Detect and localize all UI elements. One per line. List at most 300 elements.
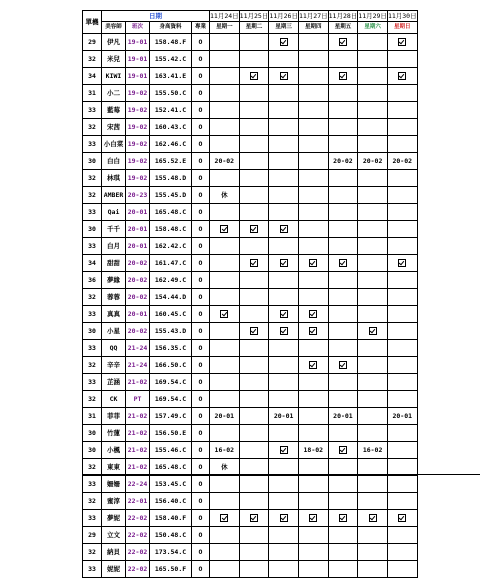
height-data: 165.48.C xyxy=(150,204,192,221)
day-cell xyxy=(298,238,328,255)
day-cell xyxy=(269,459,299,476)
checkbox-icon xyxy=(280,327,288,335)
day-cell xyxy=(387,85,417,102)
day-cell xyxy=(328,340,358,357)
pro-flag: O xyxy=(192,561,210,578)
seat-number: 33 xyxy=(83,476,102,493)
day-cell xyxy=(358,187,388,204)
table-row xyxy=(83,476,418,493)
day-cell xyxy=(239,510,269,527)
checkbox-icon xyxy=(339,72,347,80)
checkbox-icon xyxy=(220,310,228,318)
day-cell xyxy=(269,187,299,204)
pro-flag: O xyxy=(192,153,210,170)
day-cell xyxy=(358,510,388,527)
header-date-label: 日期 xyxy=(102,11,210,22)
pro-flag: O xyxy=(192,136,210,153)
height-data: 165.52.E xyxy=(150,153,192,170)
height-data: 155.48.D xyxy=(150,170,192,187)
checkbox-icon xyxy=(280,514,288,522)
day-cell xyxy=(387,442,417,459)
day-cell xyxy=(298,459,328,476)
day-cell xyxy=(328,510,358,527)
day-cell xyxy=(269,221,299,238)
day-cell xyxy=(328,374,358,391)
day-cell xyxy=(328,187,358,204)
header-seat-label: 單機 xyxy=(83,11,102,34)
day-cell: 20-01 xyxy=(387,408,417,425)
day-cell xyxy=(387,136,417,153)
day-cell xyxy=(328,255,358,272)
day-cell xyxy=(298,374,328,391)
day-cell xyxy=(239,119,269,136)
pro-flag: O xyxy=(192,544,210,561)
day-cell xyxy=(358,289,388,306)
table-row xyxy=(83,289,418,306)
table-row xyxy=(83,238,418,255)
pro-flag: O xyxy=(192,255,210,272)
seat-number: 33 xyxy=(83,340,102,357)
day-cell xyxy=(328,391,358,408)
day-cell xyxy=(239,68,269,85)
day-cell xyxy=(210,34,240,51)
seat-number: 30 xyxy=(83,323,102,340)
day-cell xyxy=(210,136,240,153)
stylist-name: CK xyxy=(102,391,126,408)
day-cell xyxy=(210,306,240,323)
pro-flag: O xyxy=(192,510,210,527)
stylist-name: 姍姍 xyxy=(102,476,126,493)
day-cell xyxy=(358,136,388,153)
shift: 20-01 xyxy=(126,306,150,323)
checkbox-icon xyxy=(280,446,288,454)
shift: 19-02 xyxy=(126,102,150,119)
day-cell xyxy=(387,289,417,306)
day-cell: 16-02 xyxy=(210,442,240,459)
checkbox-icon xyxy=(398,72,406,80)
table-row xyxy=(83,374,418,391)
checkbox-icon xyxy=(250,72,258,80)
day-cell xyxy=(269,527,299,544)
day-cell xyxy=(298,476,328,493)
header-date: 11月29日 xyxy=(358,11,387,20)
day-cell xyxy=(387,357,417,374)
day-cell xyxy=(298,323,328,340)
day-cell xyxy=(239,323,269,340)
table-row xyxy=(83,68,418,85)
height-data: 155.45.D xyxy=(150,187,192,204)
checkbox-icon xyxy=(339,514,347,522)
day-cell xyxy=(328,357,358,374)
day-cell xyxy=(328,442,358,459)
height-data: 150.48.C xyxy=(150,527,192,544)
seat-number: 33 xyxy=(83,102,102,119)
day-cell xyxy=(269,85,299,102)
stylist-name: 伊凡 xyxy=(102,34,126,51)
pro-flag: O xyxy=(192,289,210,306)
day-cell xyxy=(358,68,388,85)
day-cell xyxy=(387,102,417,119)
pro-flag: O xyxy=(192,442,210,459)
checkbox-icon xyxy=(398,38,406,46)
day-cell xyxy=(298,204,328,221)
pro-flag: O xyxy=(192,340,210,357)
header-weekday: 星期三 xyxy=(269,22,299,34)
stylist-name: 蜜淳 xyxy=(102,493,126,510)
pro-flag: O xyxy=(192,425,210,442)
day-cell xyxy=(210,51,240,68)
day-cell xyxy=(387,425,417,442)
day-cell: 20-01 xyxy=(269,408,299,425)
shift: 20-01 xyxy=(126,221,150,238)
checkbox-icon xyxy=(250,225,258,233)
header-weekday: 星期五 xyxy=(328,22,358,34)
day-cell xyxy=(239,425,269,442)
day-cell xyxy=(328,289,358,306)
day-cell xyxy=(269,442,299,459)
height-data: 158.48.F xyxy=(150,34,192,51)
day-cell xyxy=(328,272,358,289)
day-cell xyxy=(298,527,328,544)
day-cell xyxy=(387,51,417,68)
checkbox-icon xyxy=(309,310,317,318)
shift: PT xyxy=(126,391,150,408)
day-cell xyxy=(269,51,299,68)
pro-flag: O xyxy=(192,119,210,136)
seat-number: 33 xyxy=(83,238,102,255)
checkbox-icon xyxy=(398,259,406,267)
day-cell xyxy=(298,289,328,306)
day-cell xyxy=(328,561,358,578)
day-cell xyxy=(298,85,328,102)
day-cell xyxy=(387,272,417,289)
pro-flag: O xyxy=(192,102,210,119)
day-cell xyxy=(210,170,240,187)
day-cell xyxy=(239,374,269,391)
day-cell xyxy=(239,85,269,102)
height-data: 160.43.C xyxy=(150,119,192,136)
day-cell xyxy=(387,68,417,85)
height-data: 163.41.E xyxy=(150,68,192,85)
shift: 22-02 xyxy=(126,561,150,578)
header-col: 美容師 xyxy=(102,22,126,34)
shift: 19-02 xyxy=(126,119,150,136)
header-weekday: 星期六 xyxy=(358,22,388,34)
table-row xyxy=(83,221,418,238)
day-cell xyxy=(387,527,417,544)
day-cell xyxy=(298,68,328,85)
day-cell xyxy=(269,323,299,340)
day-cell xyxy=(298,187,328,204)
day-cell xyxy=(387,476,417,493)
pro-flag: O xyxy=(192,187,210,204)
day-cell xyxy=(298,510,328,527)
stylist-name: 小二 xyxy=(102,85,126,102)
day-cell xyxy=(387,374,417,391)
table-row xyxy=(83,493,418,510)
day-cell: 20-02 xyxy=(328,153,358,170)
height-data: 169.54.C xyxy=(150,391,192,408)
day-cell xyxy=(210,391,240,408)
pro-flag: O xyxy=(192,374,210,391)
seat-number: 32 xyxy=(83,51,102,68)
day-cell xyxy=(269,544,299,561)
day-cell xyxy=(239,170,269,187)
pro-flag: O xyxy=(192,272,210,289)
day-cell xyxy=(210,561,240,578)
day-cell xyxy=(269,68,299,85)
seat-number: 32 xyxy=(83,119,102,136)
day-cell xyxy=(239,204,269,221)
day-cell xyxy=(269,357,299,374)
day-cell xyxy=(239,136,269,153)
height-data: 156.50.E xyxy=(150,425,192,442)
stylist-name: 芷涵 xyxy=(102,374,126,391)
height-data: 166.50.C xyxy=(150,357,192,374)
day-cell xyxy=(269,510,299,527)
day-cell xyxy=(269,119,299,136)
shift: 19-02 xyxy=(126,85,150,102)
day-cell xyxy=(269,170,299,187)
day-cell xyxy=(328,136,358,153)
day-cell xyxy=(387,323,417,340)
day-cell xyxy=(269,102,299,119)
height-data: 155.43.D xyxy=(150,323,192,340)
day-cell xyxy=(239,272,269,289)
day-cell xyxy=(298,136,328,153)
day-cell xyxy=(328,102,358,119)
day-cell xyxy=(358,425,388,442)
seat-number: 32 xyxy=(83,459,102,476)
height-data: 161.47.C xyxy=(150,255,192,272)
day-cell xyxy=(210,289,240,306)
day-cell xyxy=(269,425,299,442)
header-row-columns xyxy=(83,22,418,34)
seat-number: 33 xyxy=(83,306,102,323)
day-cell xyxy=(269,340,299,357)
schedule-table xyxy=(82,10,418,578)
day-cell xyxy=(387,493,417,510)
checkbox-icon xyxy=(339,446,347,454)
day-cell xyxy=(387,391,417,408)
day-cell: 18-02 xyxy=(298,442,328,459)
stylist-name: 白月 xyxy=(102,238,126,255)
checkbox-icon xyxy=(280,38,288,46)
seat-number: 31 xyxy=(83,85,102,102)
day-cell xyxy=(210,425,240,442)
table-row xyxy=(83,119,418,136)
day-cell xyxy=(298,306,328,323)
shift: 19-01 xyxy=(126,34,150,51)
day-cell xyxy=(269,238,299,255)
day-cell xyxy=(328,170,358,187)
stylist-name: 菲菲 xyxy=(102,408,126,425)
day-cell xyxy=(210,102,240,119)
day-cell: 休 xyxy=(210,459,240,476)
stylist-name: 小楓 xyxy=(102,442,126,459)
day-cell xyxy=(210,340,240,357)
header-weekday: 星期一 xyxy=(210,22,240,34)
day-cell xyxy=(298,221,328,238)
day-cell xyxy=(239,493,269,510)
stylist-name: 妮妮 xyxy=(102,561,126,578)
shift: 22-02 xyxy=(126,544,150,561)
table-row xyxy=(83,408,418,425)
shift: 22-02 xyxy=(126,510,150,527)
pro-flag: O xyxy=(192,357,210,374)
shift: 21-02 xyxy=(126,374,150,391)
table-row xyxy=(83,272,418,289)
table-row xyxy=(83,136,418,153)
height-data: 162.46.C xyxy=(150,136,192,153)
checkbox-icon xyxy=(280,72,288,80)
day-cell xyxy=(298,425,328,442)
day-cell: 20-01 xyxy=(210,408,240,425)
day-cell xyxy=(358,391,388,408)
day-cell xyxy=(239,102,269,119)
pro-flag: O xyxy=(192,391,210,408)
checkbox-icon xyxy=(309,514,317,522)
height-data: 158.40.F xyxy=(150,510,192,527)
pro-flag: O xyxy=(192,476,210,493)
table-row xyxy=(83,425,418,442)
seat-number: 29 xyxy=(83,34,102,51)
shift: 20-02 xyxy=(126,255,150,272)
day-cell xyxy=(239,238,269,255)
pro-flag: O xyxy=(192,238,210,255)
seat-number: 32 xyxy=(83,289,102,306)
day-cell xyxy=(387,221,417,238)
seat-number: 31 xyxy=(83,408,102,425)
day-cell xyxy=(358,544,388,561)
pro-flag: O xyxy=(192,68,210,85)
day-cell xyxy=(358,357,388,374)
stylist-name: AMBER xyxy=(102,187,126,204)
table-row xyxy=(83,204,418,221)
header-date: 11月27日 xyxy=(298,11,328,20)
stylist-name: KIWI xyxy=(102,68,126,85)
day-cell xyxy=(328,68,358,85)
seat-number: 30 xyxy=(83,221,102,238)
checkbox-icon xyxy=(280,259,288,267)
stylist-name: QQ xyxy=(102,340,126,357)
day-cell xyxy=(358,493,388,510)
day-cell xyxy=(387,34,417,51)
pro-flag: O xyxy=(192,51,210,68)
day-cell xyxy=(210,68,240,85)
height-data: 165.50.F xyxy=(150,561,192,578)
day-cell xyxy=(210,374,240,391)
day-cell xyxy=(239,561,269,578)
day-cell xyxy=(210,527,240,544)
day-cell xyxy=(387,306,417,323)
day-cell xyxy=(328,306,358,323)
shift: 19-02 xyxy=(126,153,150,170)
seat-number: 30 xyxy=(83,425,102,442)
day-cell xyxy=(358,102,388,119)
pro-flag: O xyxy=(192,493,210,510)
day-cell xyxy=(239,51,269,68)
day-cell xyxy=(387,187,417,204)
stylist-name: 小白菜 xyxy=(102,136,126,153)
day-cell xyxy=(210,323,240,340)
day-cell xyxy=(239,153,269,170)
pro-flag: O xyxy=(192,85,210,102)
shift: 19-01 xyxy=(126,68,150,85)
seat-number: 36 xyxy=(83,272,102,289)
header-date: 11月28日 xyxy=(328,11,358,20)
day-cell xyxy=(358,408,388,425)
table-row xyxy=(83,34,418,51)
day-cell: 20-01 xyxy=(328,408,358,425)
day-cell xyxy=(269,306,299,323)
day-cell xyxy=(269,289,299,306)
table-row xyxy=(83,323,418,340)
table-row xyxy=(83,85,418,102)
checkbox-icon xyxy=(339,361,347,369)
day-cell xyxy=(387,204,417,221)
height-data: 154.44.D xyxy=(150,289,192,306)
checkbox-icon xyxy=(398,514,406,522)
day-cell xyxy=(387,238,417,255)
day-cell xyxy=(239,34,269,51)
table-row xyxy=(83,102,418,119)
shift: 21-02 xyxy=(126,425,150,442)
day-cell xyxy=(210,238,240,255)
day-cell xyxy=(298,119,328,136)
day-cell xyxy=(239,527,269,544)
day-cell xyxy=(358,459,388,476)
checkbox-icon xyxy=(220,514,228,522)
table-row xyxy=(83,255,418,272)
day-cell xyxy=(210,272,240,289)
height-data: 155.46.C xyxy=(150,442,192,459)
day-cell: 20-02 xyxy=(387,153,417,170)
checkbox-icon xyxy=(250,327,258,335)
day-cell: 20-02 xyxy=(210,153,240,170)
stylist-name: 白白 xyxy=(102,153,126,170)
day-cell: 休 xyxy=(210,187,240,204)
day-cell xyxy=(269,374,299,391)
table-row xyxy=(83,340,418,357)
day-cell xyxy=(210,204,240,221)
day-cell xyxy=(298,340,328,357)
day-cell xyxy=(328,323,358,340)
day-cell xyxy=(328,527,358,544)
stylist-name: 真真 xyxy=(102,306,126,323)
table-row xyxy=(83,561,418,578)
table-row xyxy=(83,153,418,170)
table-row xyxy=(83,510,418,527)
stylist-name: 小星 xyxy=(102,323,126,340)
day-cell xyxy=(358,170,388,187)
stylist-name: 納貝 xyxy=(102,544,126,561)
stylist-name: 千千 xyxy=(102,221,126,238)
day-cell xyxy=(298,272,328,289)
day-cell xyxy=(210,255,240,272)
day-cell xyxy=(239,289,269,306)
day-cell xyxy=(239,408,269,425)
height-data: 162.42.C xyxy=(150,238,192,255)
day-cell xyxy=(239,459,269,476)
header-date: 11月26日 xyxy=(269,11,298,20)
day-cell xyxy=(358,221,388,238)
stylist-name: 夢緣 xyxy=(102,272,126,289)
day-cell xyxy=(298,408,328,425)
checkbox-icon xyxy=(220,225,228,233)
checkbox-icon xyxy=(309,327,317,335)
height-data: 160.45.C xyxy=(150,306,192,323)
